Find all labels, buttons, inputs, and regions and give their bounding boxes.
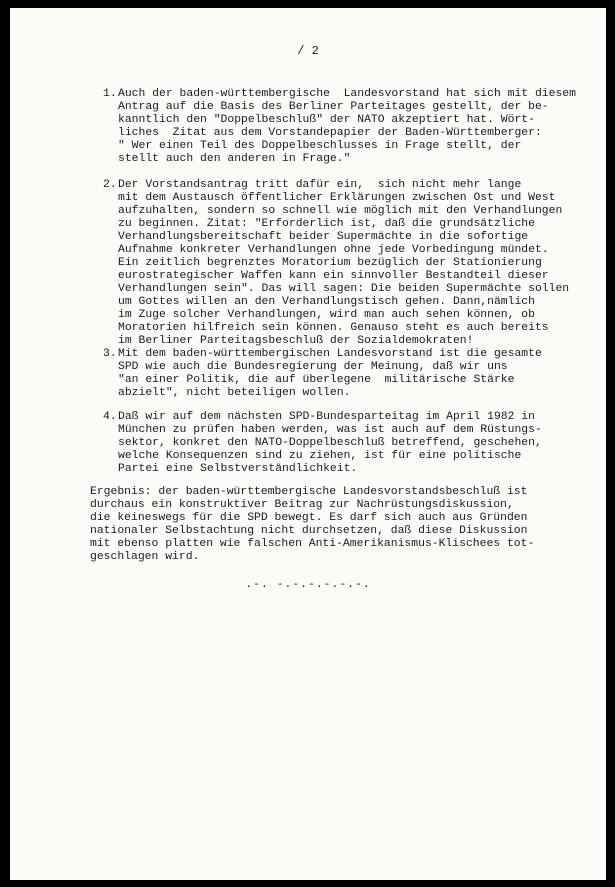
- item-number: 1.: [103, 88, 117, 100]
- end-separator: .-. -.-.-.-.-.-.: [245, 579, 371, 591]
- item-2-line: Moratorien hilfreich sein können. Genauso steht es auch bereits: [118, 322, 549, 334]
- item-3-line: "an einer Politik, die auf überlegene militärische Stärke: [118, 374, 515, 386]
- item-number: 2.: [103, 179, 117, 191]
- item-2-line: mit dem Austausch öffentlicher Erklärungen zwischen Ost und West: [118, 192, 556, 204]
- item-2-line: Der Vorstandsantrag tritt dafür ein, sich nicht mehr lange: [118, 179, 522, 191]
- item-number: 3.: [103, 348, 117, 360]
- conclusion-line: nationaler Selbstachtung nicht durchsetzen, daß diese Diskussion: [90, 525, 528, 537]
- conclusion-line: mit ebenso platten wie falschen Anti-Amerikanismus-Klischees tot-: [90, 538, 535, 550]
- conclusion-line: die keineswegs für die SPD bewegt. Es darf sich auch aus Gründen: [90, 512, 528, 524]
- item-2-line: aufzuhalten, sondern so schnell wie möglich mit den Verhandlungen: [118, 205, 563, 217]
- item-4-line: sektor, konkret den NATO-Doppelbeschluß betreffend, geschehen,: [118, 437, 542, 449]
- page-number: / 2: [297, 44, 319, 58]
- conclusion-line: Ergebnis: der baden-württembergische Landesvorstandsbeschluß ist: [90, 486, 528, 498]
- item-2-line: eurostrategischer Waffen kann ein sinnvoller Bestandteil dieser: [118, 270, 549, 282]
- item-4-line: welche Konsequenzen sind zu ziehen, ist für eine politische: [118, 450, 522, 462]
- item-1-line: " Wer einen Teil des Doppelbeschlusses in Frage stellt, der: [118, 140, 522, 152]
- item-2-line: Aufnahme konkreter Verhandlungen ohne jede Vorbedingung mündet.: [118, 244, 549, 256]
- item-1-line: liches Zitat aus dem Vorstandepapier der Baden-Württemberger:: [118, 127, 542, 139]
- conclusion-line: geschlagen wird.: [90, 551, 200, 563]
- item-number: 4.: [103, 411, 117, 423]
- item-4-line: Partei eine Selbstverständlichkeit.: [118, 463, 358, 475]
- item-4-line: Daß wir auf dem nächsten SPD-Bundesparteitag im April 1982 in: [118, 411, 535, 423]
- item-1-line: Antrag auf die Basis des Berliner Parteitages gestellt, der be-: [118, 101, 549, 113]
- conclusion-line: durchaus ein konstruktiver Beitrag zur Nachrüstungsdiskussion,: [90, 499, 514, 511]
- item-2-line: im Berliner Parteitagsbeschluß der Sozialdemokraten!: [118, 335, 474, 347]
- item-2-line: Verhandlungsbereitschaft beider Supermächte in die sofortige: [118, 231, 529, 243]
- item-3-line: SPD wie auch die Bundesregierung der Meinung, daß wir uns: [118, 361, 508, 373]
- item-4-line: München zu prüfen haben werden, was ist auch auf dem Rüstungs-: [118, 424, 542, 436]
- item-2-line: um Gottes willen an den Verhandlungstisch gehen. Dann,nämlich: [118, 296, 535, 308]
- item-2-line: im Zuge solcher Verhandlungen, wird man auch sehen können, ob: [118, 309, 535, 321]
- item-1-line: kanntlich den "Doppelbeschluß" der NATO akzeptiert hat. Wört-: [118, 114, 535, 126]
- item-2-line: Ein zeitlich begrenztes Moratorium bezüglich der Stationierung: [118, 257, 542, 269]
- item-2-line: Verhandlungen sein". Das will sagen: Die beiden Supermächte sollen: [118, 283, 570, 295]
- item-2-line: zu beginnen. Zitat: "Erforderlich ist, daß die grundsätzliche: [118, 218, 535, 230]
- item-3-line: Mit dem baden-württembergischen Landesvorstand ist die gesamte: [118, 348, 542, 360]
- document-page: [10, 8, 606, 880]
- item-1-line: Auch der baden-württembergische Landesvorstand hat sich mit diesem: [118, 88, 576, 100]
- item-3-line: abzielt", nicht beteiligen wollen.: [118, 387, 351, 399]
- item-1-line: stellt auch den anderen in Frage.": [118, 153, 351, 165]
